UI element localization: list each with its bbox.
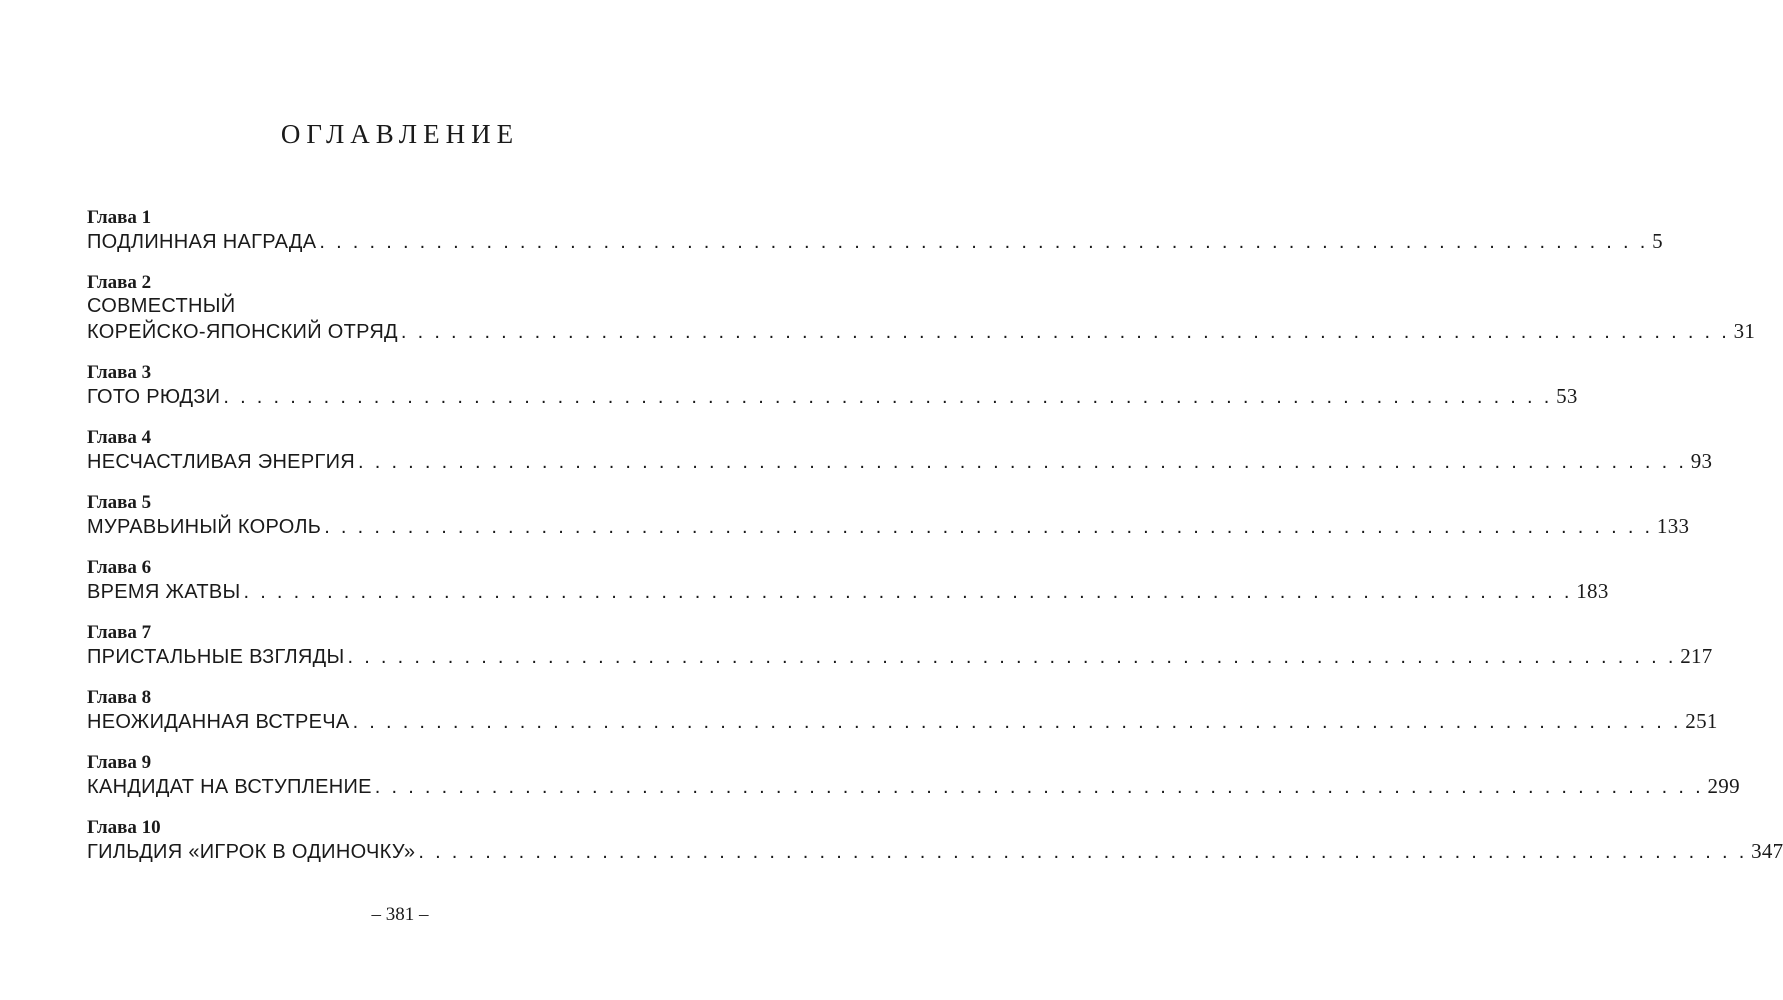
chapter-title: СОВМЕСТНЫЙ	[87, 295, 236, 317]
toc-entry	[87, 622, 1713, 670]
chapter-title: НЕОЖИДАННАЯ ВСТРЕЧА	[87, 711, 350, 733]
chapter-title: КОРЕЙСКО-ЯПОНСКИЙ ОТРЯД	[87, 321, 398, 343]
chapter-label: Глава 7	[87, 622, 152, 643]
chapter-label: Глава 10	[87, 817, 161, 838]
chapter-label: Глава 4	[87, 427, 152, 448]
chapter-label: Глава 6	[87, 557, 152, 578]
chapter-page-number: 347	[1751, 839, 1783, 863]
dot-leader: . . . . . . . . . . . . . . . . . . . . . . . . . . . . . . . . . . . . . . . . . . . . . . . . . . . . . . . . . . . . . . . . . . . . . . . . . . . . . . . .	[243, 581, 1573, 603]
chapter-title-row	[87, 514, 1690, 540]
toc-entry	[87, 362, 1578, 410]
chapter-page-number: 251	[1685, 709, 1718, 733]
chapter-title: ГИЛЬДИЯ «ИГРОК В ОДИНОЧКУ»	[87, 841, 416, 863]
chapter-title: КАНДИДАТ НА ВСТУПЛЕНИЕ	[87, 776, 372, 798]
dot-leader: . . . . . . . . . . . . . . . . . . . . . . . . . . . . . . . . . . . . . . . . . . . . . . . . . . . . . . . . . . . . . . . . . . . . . . . . . . . . . . . .	[223, 386, 1553, 408]
chapter-label: Глава 8	[87, 687, 152, 708]
dot-leader: . . . . . . . . . . . . . . . . . . . . . . . . . . . . . . . . . . . . . . . . . . . . . . . . . . . . . . . . . . . . . . . . . . . . . . . . . . . . . . . .	[374, 776, 1704, 798]
dot-leader: . . . . . . . . . . . . . . . . . . . . . . . . . . . . . . . . . . . . . . . . . . . . . . . . . . . . . . . . . . . . . . . . . . . . . . . . . . . . . . . .	[418, 841, 1748, 863]
dot-leader: . . . . . . . . . . . . . . . . . . . . . . . . . . . . . . . . . . . . . . . . . . . . . . . . . . . . . . . . . . . . . . . . . . . . . . . . . . . . . . . .	[324, 516, 1653, 538]
dot-leader: . . . . . . . . . . . . . . . . . . . . . . . . . . . . . . . . . . . . . . . . . . . . . . . . . . . . . . . . . . . . . . . . . . . . . . . . . . . . . . . .	[347, 646, 1677, 668]
chapter-page-number: 133	[1656, 514, 1690, 538]
chapter-title: НЕСЧАСТЛИВАЯ ЭНЕРГИЯ	[87, 451, 356, 473]
chapter-title: ГОТО РЮДЗИ	[87, 386, 221, 408]
dot-leader: . . . . . . . . . . . . . . . . . . . . . . . . . . . . . . . . . . . . . . . . . . . . . . . . . . . . . . . . . . . . . . . . . . . . . . . . . . . . . . . .	[400, 321, 1730, 343]
chapter-title-row	[87, 449, 1713, 475]
chapter-title-row	[87, 579, 1609, 605]
chapter-label: Глава 5	[87, 492, 152, 513]
dot-leader: . . . . . . . . . . . . . . . . . . . . . . . . . . . . . . . . . . . . . . . . . . . . . . . . . . . . . . . . . . . . . . . . . . . . . . . . . . . . . . . .	[358, 451, 1687, 473]
chapter-page-number: 183	[1576, 579, 1609, 603]
chapter-page-number: 299	[1707, 774, 1740, 798]
chapter-title-row	[87, 229, 1663, 255]
chapter-title-row	[87, 384, 1578, 410]
chapter-title: ВРЕМЯ ЖАТВЫ	[87, 581, 241, 603]
chapter-title-row	[87, 319, 1756, 345]
dot-leader: . . . . . . . . . . . . . . . . . . . . . . . . . . . . . . . . . . . . . . . . . . . . . . . . . . . . . . . . . . . . . . . . . . . . . . . . . . . . . . . .	[319, 231, 1649, 253]
chapter-label: Глава 2	[87, 272, 152, 293]
chapter-title-row	[87, 774, 1740, 800]
chapter-label: Глава 9	[87, 752, 152, 773]
toc-entry	[87, 272, 1756, 345]
toc-entry	[87, 687, 1718, 735]
page-title: ОГЛАВЛЕНИЕ	[280, 119, 520, 149]
toc-entry	[87, 492, 1690, 540]
chapter-page-number: 53	[1556, 384, 1578, 408]
chapter-page-number: 5	[1652, 229, 1663, 253]
dot-leader: . . . . . . . . . . . . . . . . . . . . . . . . . . . . . . . . . . . . . . . . . . . . . . . . . . . . . . . . . . . . . . . . . . . . . . . . . . . . . . . .	[352, 711, 1682, 733]
chapter-page-number: 217	[1680, 644, 1713, 668]
chapter-label: Глава 3	[87, 362, 152, 383]
chapter-title-row	[87, 709, 1718, 735]
page-number: – 381 –	[371, 904, 429, 925]
chapter-page-number: 93	[1690, 449, 1713, 473]
chapter-title: ПРИСТАЛЬНЫЕ ВЗГЛЯДЫ	[87, 646, 345, 668]
toc-entry	[87, 207, 1663, 255]
chapter-title-row	[87, 644, 1713, 670]
chapter-label: Глава 1	[87, 207, 152, 228]
table-of-contents	[87, 207, 1783, 882]
toc-entry	[87, 752, 1740, 800]
chapter-page-number: 31	[1733, 319, 1756, 343]
chapter-title: ПОДЛИННАЯ НАГРАДА	[87, 231, 317, 253]
toc-entry	[87, 427, 1713, 475]
toc-entry	[87, 817, 1783, 865]
chapter-title: МУРАВЬИНЫЙ КОРОЛЬ	[87, 516, 322, 538]
chapter-title-row	[87, 839, 1783, 865]
toc-entry	[87, 557, 1609, 605]
